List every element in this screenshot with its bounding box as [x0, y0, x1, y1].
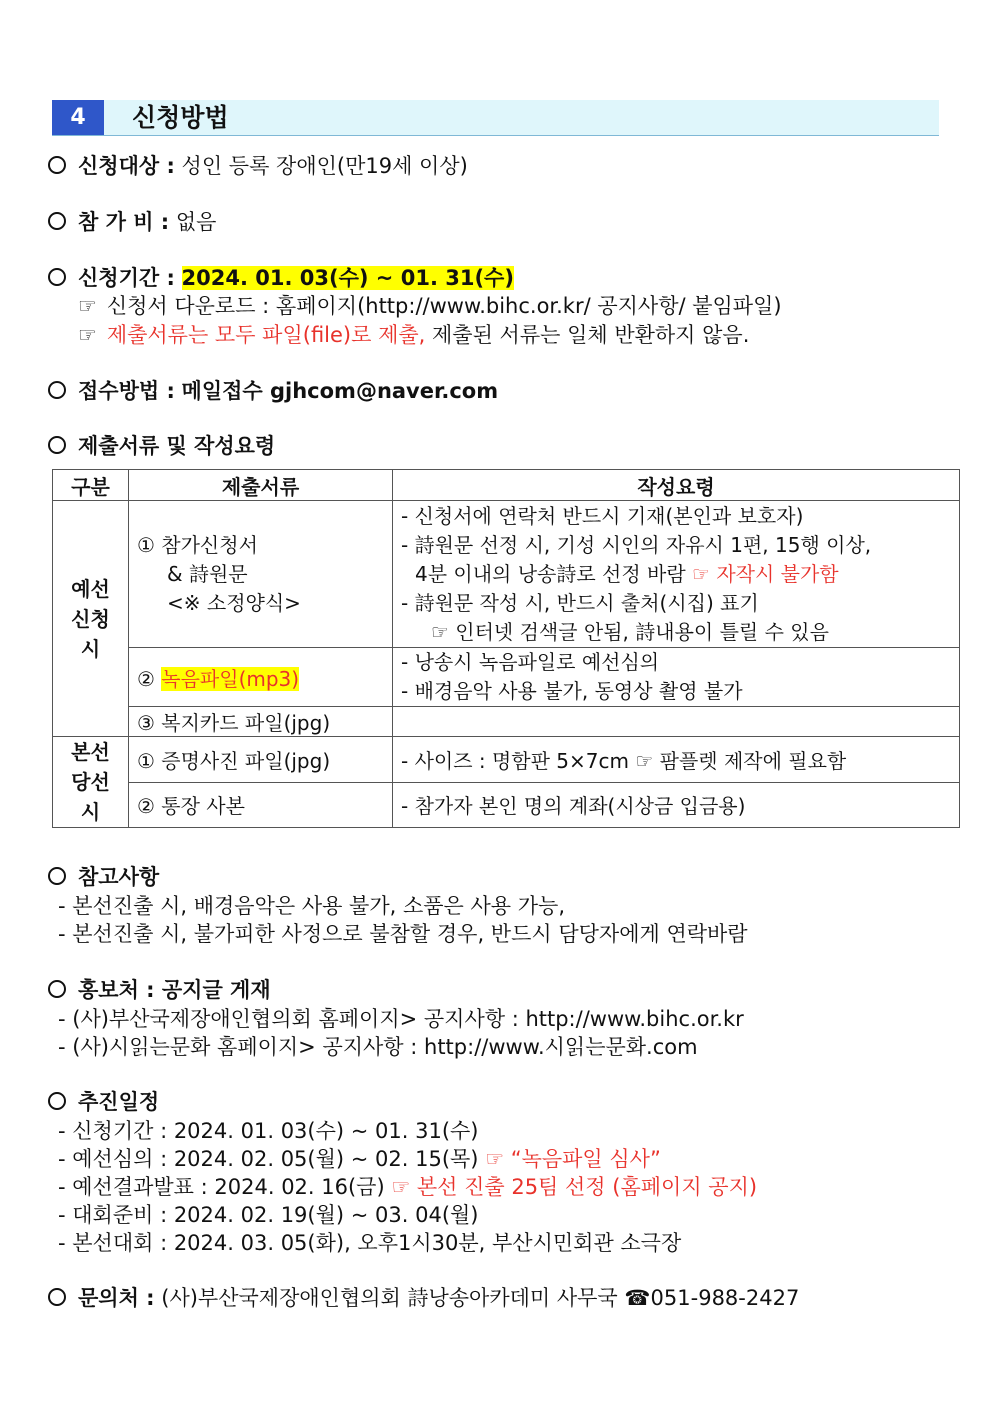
header-documents: 제출서류	[129, 470, 393, 501]
doc-photo: ① 증명사진 파일(jpg)	[129, 737, 393, 783]
promo-heading-line	[48, 976, 271, 1004]
table-row	[53, 737, 960, 783]
notes-heading: 참고사항	[78, 865, 160, 889]
list-item: - 본선진출 시, 불가피한 사정으로 불참할 경우, 반드시 담당자에게 연락바람	[58, 922, 748, 946]
pointing-hand-icon: ☞	[78, 294, 97, 318]
fee-label: 참 가 비 :	[78, 210, 170, 234]
req-photo: - 사이즈 : 명함판 5×7cm ☞ 팜플렛 제작에 필요함	[393, 737, 960, 783]
circle-bullet-icon	[48, 1092, 66, 1110]
req-application: - 신청서에 연락처 반드시 기재(본인과 보호자) - 詩원문 선정 시, 기성 시인의 자유시 1편, 15행 이상, 4분 이내의 낭송詩로 선정 바람 ☞ 자작시 불가함 - 詩원문 작성 시, 반드시 출처(시집) 표기 ☞ 인터넷 검색글 안됨, 詩내용이 틀릴 수 있음	[393, 501, 960, 648]
doc-application: ① 참가신청서 & 詩원문 <※ 소정양식>	[129, 501, 393, 648]
circle-bullet-icon	[48, 268, 66, 286]
circle-bullet-icon	[48, 867, 66, 885]
table-row	[53, 648, 960, 707]
fee-line	[48, 208, 216, 236]
promo-heading: 홍보처 : 공지글 게재	[78, 978, 271, 1002]
section-number: 4	[52, 100, 104, 135]
docs-heading: 제출서류 및 작성요령	[78, 434, 276, 458]
group-final: 본선 당선 시	[53, 737, 129, 828]
target-value: 성인 등록 장애인(만19세 이상)	[181, 154, 468, 178]
table-row	[53, 501, 960, 648]
receive-line	[48, 377, 498, 405]
period-label: 신청기간 :	[78, 266, 175, 290]
target-label: 신청대상 :	[78, 154, 175, 178]
req-welfare-card	[393, 707, 960, 737]
contact-label: 문의처 :	[78, 1286, 155, 1310]
receive-value: 메일접수 gjhcom@naver.com	[181, 379, 499, 403]
table-header-row	[53, 470, 960, 501]
contact-line	[48, 1284, 799, 1312]
target-line	[48, 152, 468, 180]
list-item: - 대회준비 : 2024. 02. 19(월) ~ 03. 04(월)	[58, 1203, 479, 1227]
list-item: - (사)부산국제장애인협의회 홈페이지> 공지사항 : http://www.bihc.or.kr	[58, 1007, 744, 1031]
table-row	[53, 782, 960, 828]
requirements-table	[52, 469, 960, 828]
notes-heading-line	[48, 863, 159, 891]
period-value: 2024. 01. 03(수) ~ 01. 31(수)	[181, 266, 514, 290]
list-item: - 본선진출 시, 배경음악은 사용 불가, 소품은 사용 가능,	[58, 894, 566, 918]
period-note-download: ☞ 신청서 다운로드 : 홈페이지(http://www.bihc.or.kr/ 공지사항/ 붙임파일)	[78, 294, 782, 318]
list-item: - 본선대회 : 2024. 03. 05(화), 오후1시30분, 부산시민회관 소극장	[58, 1231, 682, 1255]
group-preliminary: 예선 신청 시	[53, 501, 129, 737]
list-item: - (사)시읽는문화 홈페이지> 공지사항 : http://www.시읽는문화.com	[58, 1035, 698, 1059]
period-line	[48, 264, 514, 292]
header-category: 구분	[53, 470, 129, 501]
list-item: - 신청기간 : 2024. 01. 03(수) ~ 01. 31(수)	[58, 1119, 479, 1143]
section-header	[52, 100, 939, 136]
doc-welfare-card: ③ 복지카드 파일(jpg)	[129, 707, 393, 737]
schedule-heading: 추진일정	[78, 1090, 160, 1114]
schedule-heading-line	[48, 1088, 159, 1116]
circle-bullet-icon	[48, 980, 66, 998]
list-item: - 예선결과발표 : 2024. 02. 16(금) ☞ 본선 진출 25팀 선정 (홈페이지 공지)	[58, 1175, 758, 1199]
req-bankbook: - 참가자 본인 명의 계좌(시상금 입금용)	[393, 782, 960, 828]
table-row	[53, 707, 960, 737]
req-recording: - 낭송시 녹음파일로 예선심의 - 배경음악 사용 불가, 동영상 촬영 불가	[393, 648, 960, 707]
doc-bankbook: ② 통장 사본	[129, 782, 393, 828]
docs-heading-line	[48, 432, 275, 460]
fee-value: 없음	[175, 210, 217, 234]
circle-bullet-icon	[48, 212, 66, 230]
circle-bullet-icon	[48, 436, 66, 454]
contact-value: (사)부산국제장애인협의회 詩낭송아카데미 사무국 ☎051-988-2427	[161, 1286, 800, 1310]
section-title: 신청방법	[132, 103, 229, 132]
period-note-files: ☞ 제출서류는 모두 파일(file)로 제출, 제출된 서류는 일체 반환하지 않음.	[78, 323, 750, 347]
receive-label: 접수방법 :	[78, 379, 175, 403]
circle-bullet-icon	[48, 156, 66, 174]
circle-bullet-icon	[48, 1288, 66, 1306]
doc-recording: ② 녹음파일(mp3)	[129, 648, 393, 707]
pointing-hand-icon: ☞	[78, 323, 97, 347]
list-item: - 예선심의 : 2024. 02. 05(월) ~ 02. 15(목) ☞ “녹음파일 심사”	[58, 1147, 661, 1171]
header-guidelines: 작성요령	[393, 470, 960, 501]
circle-bullet-icon	[48, 381, 66, 399]
